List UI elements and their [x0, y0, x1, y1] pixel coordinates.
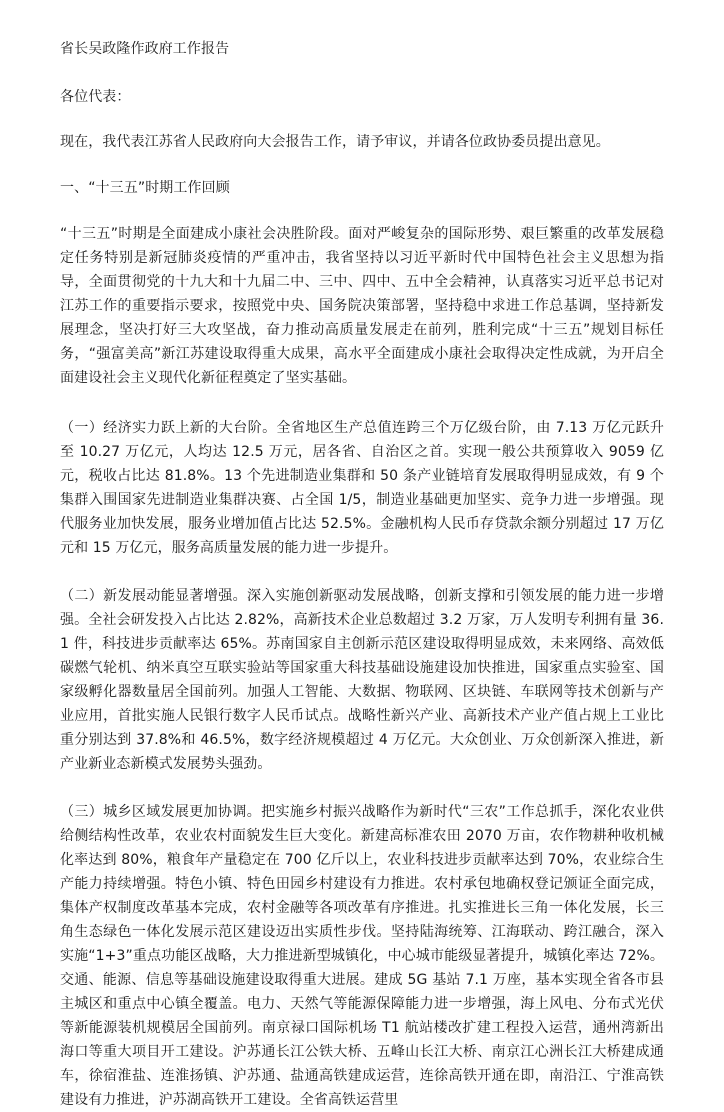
section-heading: 一、“十三五”时期工作回顾 [60, 180, 230, 196]
paragraph-economic-strength: （一）经济实力跃上新的大台阶。全省地区生产总值连跨三个万亿级台阶，由 7.13 万亿元跃升至 10.27 万亿元，人均达 12.5 万元，居各省、自治区之首。实现一般公共预算收入 9059 亿元，税收占比达 81.8%。13 个先进制造业集群和 50 条产业链培育发展取得明显成效，有 9 个集群入围国家先进制造业集群决赛、占全国 1/5，制造业基础更加坚实、竞争力进一步增强。现代服务业加快发展，服务业增加值占比达 52.5%。金融机构人民币存贷款余额分别超过 17 万亿元和 15 万亿元，服务高质量发展的能力进一步提升。 [60, 420, 664, 556]
paragraph-new-momentum: （二）新发展动能显著增强。深入实施创新驱动发展战略，创新支撑和引领发展的能力进一步增强。全社会研发投入占比达 2.82%，高新技术企业总数超过 3.2 万家，万人发明专利拥有量 36.1 件，科技进步贡献率达 65%。苏南国家自主创新示范区建设取得明显成效，未来网络、高效低碳燃气轮机、纳米真空互联实验站等国家重大科技基础设施建设加快推进，国家重点实验室、国家级孵化器数量居全国前列。加强人工智能、大数据、物联网、区块链、车联网等技术创新与产业应用，首批实施人民银行数字人民币试点。战略性新兴产业、高新技术产业产值占规上工业比重分别达到 37.8%和 46.5%，数字经济规模超过 4 万亿元。大众创业、万众创新深入推进，新产业新业态新模式发展势头强劲。 [60, 588, 664, 772]
intro-paragraph: 现在，我代表江苏省人民政府向大会报告工作，请予审议，并请各位政协委员提出意见。 [60, 134, 610, 150]
paragraph-urban-rural-development: （三）城乡区域发展更加协调。把实施乡村振兴战略作为新时代“三农”工作总抓手，深化农业供给侧结构性改革，农业农村面貌发生巨大变化。新建高标准农田 2070 万亩，农作物耕种收机械化率达到 80%，粮食年产量稳定在 700 亿斤以上，农业科技进步贡献率达到 70%，农业综合生产能力持续增强。特色小镇、特色田园乡村建设有力推进。农村承包地确权登记颁证全面完成，集体产权制度改革基本完成，农村金融等各项改革有序推进。扎实推进长三角一体化发展，长三角生态绿色一体化发展示范区建设迈出实质性步伐。坚持陆海统筹、江海联动、跨江融合，深入实施“1+3”重点功能区战略，大力推进新型城镇化，中心城市能级显著提升，城镇化率达 72%。交通、能源、信息等基础设施建设取得重大进展。建成 5G 基站 7.1 万座，基本实现全省各市县主城区和重点中心镇全覆盖。电力、天然气等能源保障能力进一步增强，海上风电、分布式光伏等新能源装机规模居全国前列。南京禄口国际机场 T1 航站楼改扩建工程投入运营，通州湾新出海口等重大项目开工建设。沪苏通长江公铁大桥、五峰山长江大桥、南京江心洲长江大桥建成通车，徐宿淮盐、连淮扬镇、沪苏通、盐通高铁建成运营，连徐高铁开通在即，南沿江、宁淮高铁建设有力推进，沪苏湖高铁开工建设。全省高铁运营里 [60, 804, 664, 1108]
document-title: 省长吴政隆作政府工作报告 [60, 41, 230, 57]
salutation: 各位代表： [60, 89, 131, 105]
overview-paragraph: “十三五”时期是全面建成小康社会决胜阶段。面对严峻复杂的国际形势、艰巨繁重的改革发展稳定任务特别是新冠肺炎疫情的严重冲击，我省坚持以习近平新时代中国特色社会主义思想为指导，全面贯彻党的十九大和十九届二中、三中、四中、五中全会精神，认真落实习近平总书记对江苏工作的重要指示要求，按照党中央、国务院决策部署，坚持稳中求进工作总基调，坚持新发展理念，坚决打好三大攻坚战，奋力推动高质量发展走在前列，胜利完成“十三五”规划目标任务，“强富美高”新江苏建设取得重大成果，高水平全面建成小康社会取得决定性成就，为开启全面建设社会主义现代化新征程奠定了坚实基础。 [60, 226, 664, 386]
